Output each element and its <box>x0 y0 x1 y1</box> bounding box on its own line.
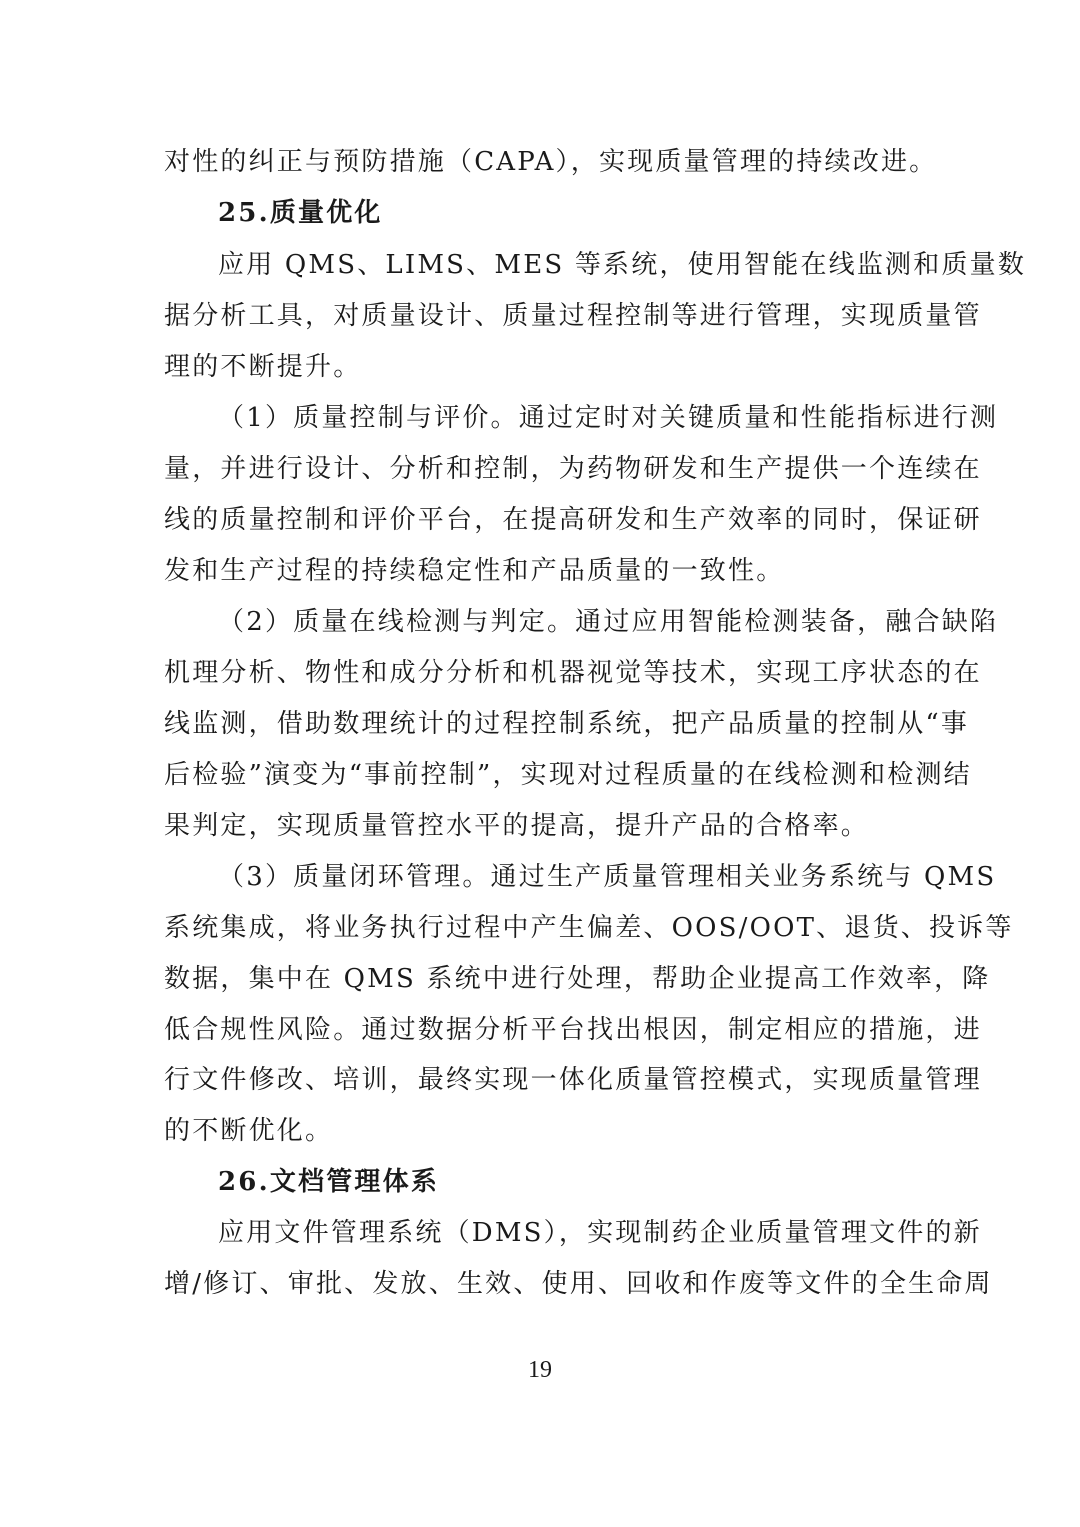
body-text-line: （1）质量控制与评价。通过定时对关键质量和性能指标进行测 <box>218 403 999 433</box>
body-text-line: 量，并进行设计、分析和控制，为药物研发和生产提供一个连续在 <box>164 454 982 484</box>
section-heading-26: 26.文档管理体系 <box>218 1167 440 1197</box>
body-text-line: 线监测，借助数理统计的过程控制系统，把产品质量的控制从“事 <box>164 709 970 739</box>
body-text-line: 线的质量控制和评价平台，在提高研发和生产效率的同时，保证研 <box>164 505 982 535</box>
body-text-line: 后检验”演变为“事前控制”，实现对过程质量的在线检测和检测结 <box>164 760 972 790</box>
body-text-line: 据分析工具，对质量设计、质量过程控制等进行管理，实现质量管 <box>164 301 982 331</box>
body-text-line: 发和生产过程的持续稳定性和产品质量的一致性。 <box>164 556 785 586</box>
body-text-line: 机理分析、物性和成分分析和机器视觉等技术，实现工序状态的在 <box>164 658 982 688</box>
body-text-line: 增/修订、审批、发放、生效、使用、回收和作废等文件的全生命周 <box>164 1269 993 1299</box>
body-text-line: 低合规性风险。通过数据分析平台找出根因，制定相应的措施，进 <box>164 1015 982 1045</box>
body-text-line: 的不断优化。 <box>164 1116 334 1146</box>
body-text-line: 系统集成，将业务执行过程中产生偏差、OOS/OOT、退货、投诉等 <box>164 913 1014 943</box>
page-number: 19 <box>528 1357 552 1383</box>
body-text-line: 果判定，实现质量管控水平的提高，提升产品的合格率。 <box>164 811 870 841</box>
body-text-line: （2）质量在线检测与判定。通过应用智能检测装备，融合缺陷 <box>218 607 999 637</box>
body-text-line: 理的不断提升。 <box>164 352 362 382</box>
body-text-line: （3）质量闭环管理。通过生产质量管理相关业务系统与 QMS <box>218 862 997 892</box>
body-text-line: 行文件修改、培训，最终实现一体化质量管控模式，实现质量管理 <box>164 1065 982 1095</box>
body-text-line: 对性的纠正与预防措施（CAPA），实现质量管理的持续改进。 <box>164 147 938 177</box>
section-heading-25: 25.质量优化 <box>218 198 383 228</box>
body-text-line: 数据，集中在 QMS 系统中进行处理，帮助企业提高工作效率，降 <box>164 964 991 994</box>
body-text-line: 应用 QMS、LIMS、MES 等系统，使用智能在线监测和质量数 <box>218 250 1027 280</box>
body-text-line: 应用文件管理系统（DMS），实现制药企业质量管理文件的新 <box>218 1218 982 1248</box>
